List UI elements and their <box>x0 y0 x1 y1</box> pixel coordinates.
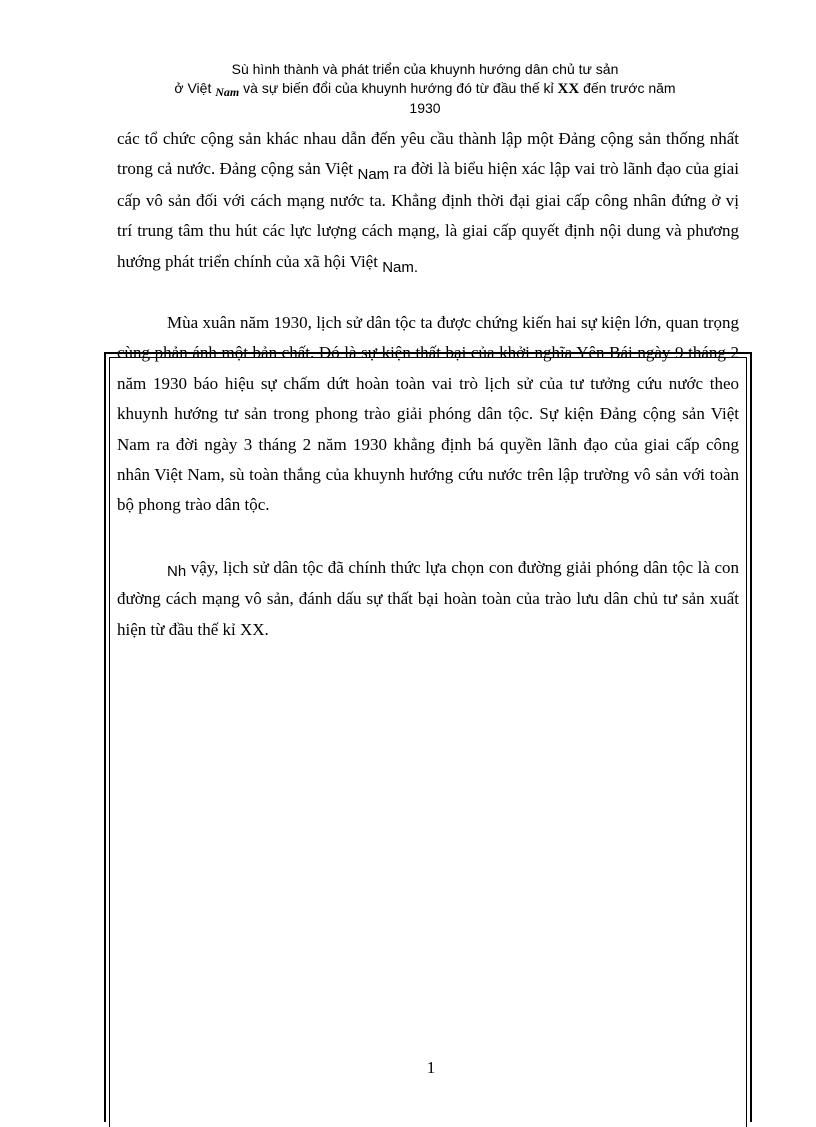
inline-nam: Nam. <box>382 258 419 276</box>
running-header <box>110 60 740 118</box>
paragraph-3 <box>117 553 739 645</box>
paragraph-1 <box>117 124 739 278</box>
inline-nh: Nh <box>167 563 187 580</box>
header-text: ở Việt <box>174 80 216 96</box>
header-line-2 <box>110 79 740 99</box>
header-line-3: 1930 <box>409 100 441 116</box>
paragraph-2: Mùa xuân năm 1930, lịch sử dân tộc ta được chứng kiến hai sự kiện lớn, quan trọng cùng phản ánh một bản chất. Đó là sự kiện thất bại của khởi nghĩa Yên Bái ngày 9 tháng 2 năm 1930 báo hiệu sự chấm dứt hoàn toàn vai trò lịch sử của tư tưởng cứu nước theo khuynh hướng tư sản trong phong trào giải phóng dân tộc. Sự kiện Đảng cộng sản Việt Nam ra đời ngày 3 tháng 2 năm 1930 khẳng định bá quyền lãnh đạo của giai cấp công nhân Việt Nam, sù toàn thắng của khuynh hướng cứu nước trên lập trường vô sản với toàn bộ phong trào dân tộc. <box>117 313 739 515</box>
paragraph-text: các tổ chức cộng sản khác nhau dẫn đến yêu cầu thành lập một Đảng cộng sản thống nhất trong cả nước. Đảng cộng sản Việt <box>117 129 739 179</box>
header-nam: Nam <box>215 85 240 99</box>
header-text: đến trước năm <box>579 80 676 96</box>
page-number: 1 <box>426 1058 436 1077</box>
inline-nam: Nam <box>357 166 390 184</box>
header-xx: XX <box>557 81 580 97</box>
paragraph-text: vậy, lịch sử dân tộc đã chính thức lựa chọn con đường giải phóng dân tộc là con đường cách mạng vô sản, đánh dấu sự thất bại hoàn toàn của trào lưu dân chủ tư sản xuất hiện từ đầu thế kỉ XX. <box>117 558 739 639</box>
header-text: và sự biến đổi của khuynh hướng đó từ đầu thế kỉ <box>239 80 558 96</box>
header-line-1: Sù hình thành và phát triển của khuynh hướng dân chủ tư sản <box>231 61 619 77</box>
paragraph-text: ra đời là biểu hiện xác lập vai trò lãnh đạo của giai cấp vô sản đối với cách mạng nước ta. Khẳng định thời đại giai cấp công nhân đứng ở vị trí trung tâm thu hút các lực lượng cách mạng, là giai cấp quyết định nội dung và phương hướng phát triển chính của xã hội Việt <box>117 159 739 271</box>
